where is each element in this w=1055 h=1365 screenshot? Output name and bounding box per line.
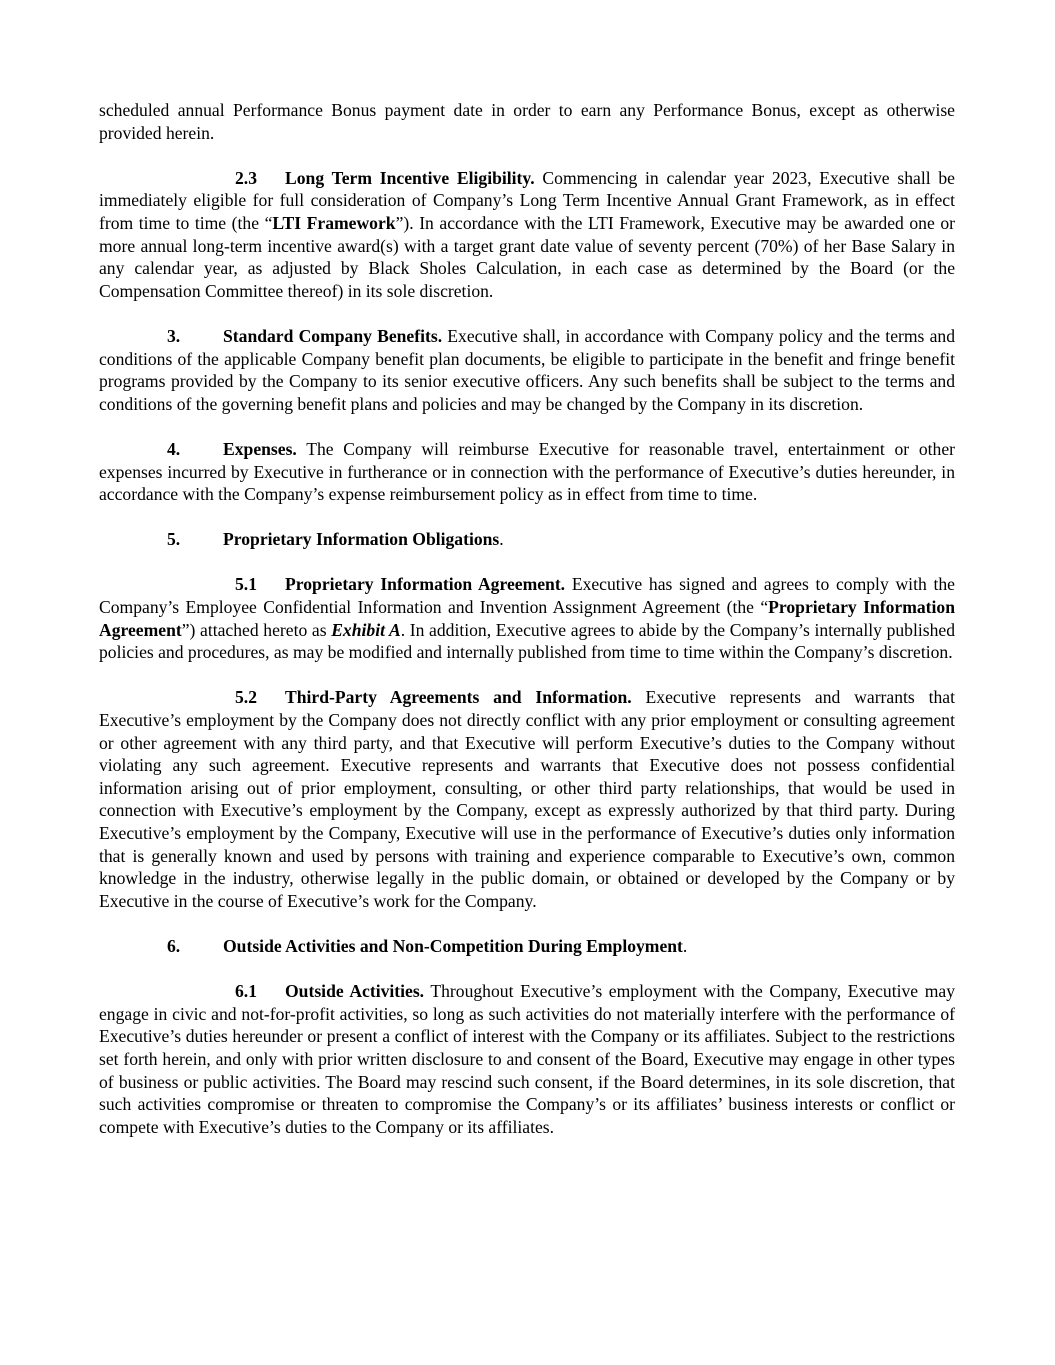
defined-term: LTI Framework [272,212,396,233]
section-title: Proprietary Information Obligations [223,529,500,550]
section-6-1: 6.1 Outside Activities. Throughout Executive’s employment with the Company, Executive may engage in civic and not-for-profit activities, so long as such activities do not materially interfere with the performance of Executive’s duties hereunder or present a conflict of interest with the Company or its affiliates. Subject to the restrictions set forth herein, and only with prior written disclosure to and consent of the Board, Executive may engage in other types of business or public activities. The Board may rescind such consent, if the Board determines, in its sole discretion, that such activities compromise or threaten to compromise the Company’s or its affiliates’ business interests or conflict or compete with Executive’s duties to the Company or its affiliates. [99,981,955,1137]
section-5-2: 5.2 Third-Party Agreements and Information. Executive represents and warrants that Executive’s employment by the Company does not directly conflict with any prior employment or consulting agreement or other agreement with any third party, and that Executive will perform Executive’s duties to the Company without violating any such agreement. Executive represents and warrants that Executive does not possess confidential information arising out of prior employment, consulting, or other third party relationships, that would be used in connection with Executive’s employment by the Company, except as expressly authorized by that third party. During Executive’s employment by the Company, Executive will use in the performance of Executive’s duties only information that is generally known and used by persons with training and experience comparable to Executive’s own, common knowledge in the industry, otherwise legally in the public domain, or obtained or developed by the Company or by Executive in the course of Executive’s work for the Company. [99,687,955,911]
section-5-1: 5.1 Proprietary Information Agreement. Executive has signed and agrees to comply with the Company’s Employee Confidential Information and Invention Assignment Agreement (the “Proprietary Information Agreement”) attached hereto as Exhibit A. In addition, Executive agrees to abide by the Company’s internally published policies and procedures, as may be modified and internally published from time to time within the Company’s discretion. [99,574,955,663]
exhibit-reference: Exhibit A [331,619,401,640]
paragraph-intro: scheduled annual Performance Bonus payment date in order to earn any Performance Bonus, except as otherwise provided herein. [99,100,955,143]
section-number: 3. [167,325,181,346]
section-3: 3. Standard Company Benefits. Executive shall, in accordance with Company policy and the terms and conditions of the applicable Company benefit plan documents, be eligible to participate in the benefit and fringe benefit programs provided by the Company to its senior executive officers. Any such benefits shall be subject to the terms and conditions of the governing benefit plans and policies and may be changed by the Company in its discretion. [99,325,955,414]
section-2-3: 2.3 Long Term Incentive Eligibility. Commencing in calendar year 2023, Executive shall be immediately eligible for full consideration of Company’s Long Term Incentive Annual Grant Framework, as in effect from time to time (the “LTI Framework”). In accordance with the LTI Framework, Executive may be awarded one or more annual long-term incentive award(s) with a target grant date value of seventy percent (70%) of her Base Salary in any calendar year, as adjusted by Black Sholes Calculation, in each case as determined by the Board (or the Compensation Committee thereof) in its sole discretion. [99,167,955,301]
section-title: Standard Company Benefits. [223,325,443,346]
section-title: Outside Activities. [285,981,425,1002]
defined-term: Proprietary Information Agreement [99,597,955,640]
document-body [99,99,955,1161]
section-number: 4. [167,438,181,459]
section-title: Proprietary Information Agreement. [285,574,566,595]
section-title: Outside Activities and Non-Competition During Employment [223,935,683,956]
section-title: Expenses. [223,438,297,459]
section-4: 4. Expenses. The Company will reimburse Executive for reasonable travel, entertainment or other expenses incurred by Executive in furtherance or in connection with the performance of Executive’s duties hereunder, in accordance with the Company’s expense reimbursement policy as in effect from time to time. [99,438,955,505]
section-6-heading: 6. Outside Activities and Non-Competition During Employment. [167,935,688,956]
section-title: Third-Party Agreements and Information. [285,687,632,708]
section-number: 5. [167,529,181,550]
section-number: 6.1 [235,981,257,1002]
section-number: 5.1 [235,574,257,595]
section-number: 6. [167,935,181,956]
section-5-heading: 5. Proprietary Information Obligations. [167,529,504,550]
section-title: Long Term Incentive Eligibility. [285,167,535,188]
section-number: 2.3 [235,167,257,188]
section-number: 5.2 [235,687,257,708]
